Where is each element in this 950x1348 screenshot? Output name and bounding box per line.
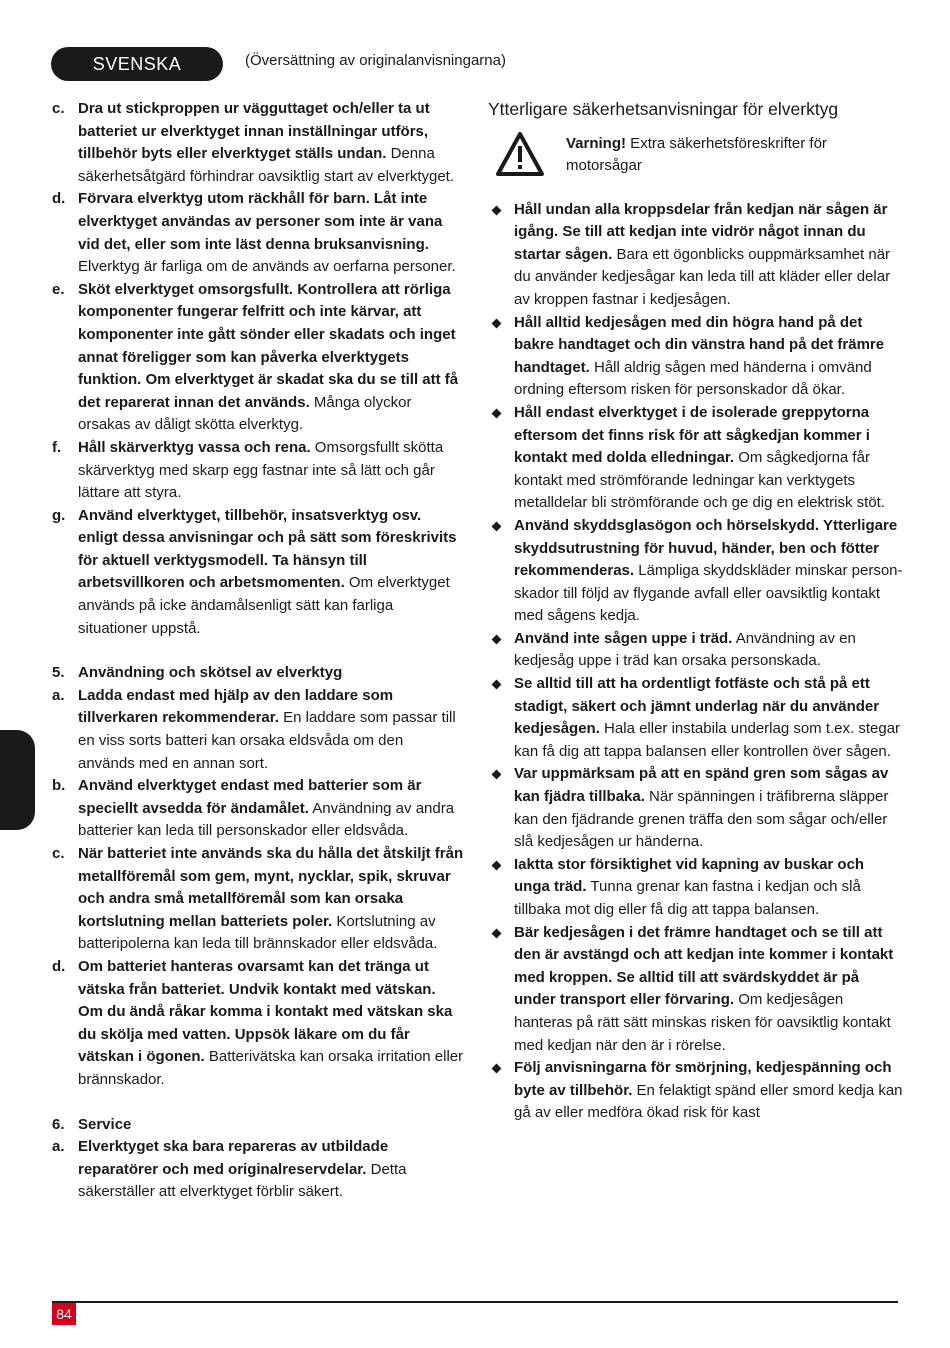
item-bold-text: Dra ut stickproppen ur vägguttaget och/eller ta ut batteriet ur elverktyget innan inställningar utförs, tillbehör byts eller elverktyget ställs undan. <box>78 100 430 163</box>
bullet-text: Bara ett ögonblicks ouppmärksamhet när du använder kedjesågar kan leda till att kläder eller delar av kroppen fastnar i kedjesågen. <box>514 245 891 308</box>
bullet-item <box>488 763 903 853</box>
section-heading: Ytterligare säkerhetsanvisningar för elverktyg <box>488 99 839 119</box>
translation-note: (Översättning av originalanvisningarna) <box>245 52 506 69</box>
warning-note <box>488 133 903 185</box>
warning-text: Extra säkerhetsföreskrifter för motorsågar <box>566 134 827 175</box>
item-text: Denna säkerhetsåtgärd förhindrar oavsiktlig start av elverktyget. <box>78 145 455 185</box>
bullet-item <box>488 1057 903 1125</box>
language-badge: SVENSKA <box>51 47 223 81</box>
item-text: Om elverktyget används på icke ändamålsenligt sätt kan farliga situationer uppstå. <box>78 574 450 637</box>
bullet-bold-text: Se alltid till att ha ordentligt fotfäste och stå på ett stadigt, säkert och jämnt underlag när du använder kedjesågen. <box>514 675 880 738</box>
item-bold-text: När batteriet inte används ska du hålla det åtskiljt från metallföremål som gem, mynt, nycklar, spik, skruvar och andra små metallföremål som kan orsaka kortslutning mellan batteriets poler. <box>78 845 464 930</box>
diamond-bullet-icon <box>492 770 502 780</box>
bullet-bold-text: Bär kedjesågen i det främre handtaget och se till att den är avstängd och att kedjan inte kommer i kontakt med kroppen. Se alltid till att svärdskyddet är på under transport eller förvaring. <box>514 923 894 1009</box>
bullet-item <box>488 628 903 673</box>
item-marker: b. <box>52 777 66 795</box>
diamond-bullet-icon <box>492 680 502 690</box>
item-text: Användning av andra batterier kan leda till personskador eller eldsvåda. <box>78 799 455 840</box>
item-bold-text: Använd elverktyget, tillbehör, insatsverktyg osv. enligt dessa anvisningar och på sätt som föreskrivits för aktuell verktygsmodell. Ta hänsyn till arbetsvillkoren och arbetsmomenten. <box>78 506 457 592</box>
diamond-bullet-icon <box>492 1064 502 1074</box>
item-text: Kortslutning av batteripolerna kan leda till brännskador eller eldsvåda. <box>78 912 438 953</box>
footer-rule <box>52 1301 898 1303</box>
bullet-bold-text: Håll undan alla kroppsdelar från kedjan när sågen är igång. Se till att kedjan inte vidrör något innan du startar sågen. <box>514 200 888 263</box>
bullet-bold-text: Följ anvisningarna för smörjning, kedjespänning och byte av tillbehör. <box>514 1059 892 1099</box>
bullet-item <box>488 515 903 628</box>
item-bold-text: Om batteriet hanteras ovarsamt kan det tränga ut vätska från batteriet. Undvik kontakt med vätskan. Om du ändå råkar komma i kontakt med vätskan ska du skölja med vatten. Uppsök läkare om du får vätskan i ögonen. <box>78 957 453 1066</box>
item-marker: a. <box>52 1138 65 1156</box>
bullet-item <box>488 854 903 922</box>
bullet-bold-text: Iaktta stor försiktighet vid kapning av buskar och unga träd. <box>514 855 865 896</box>
section-number: 5. <box>52 664 65 682</box>
section-6-heading <box>52 1114 464 1137</box>
diamond-bullet-icon <box>492 928 502 938</box>
safety-item-c <box>52 98 464 188</box>
bullet-text: En felaktigt spänd eller smord kedja kan gå av eller medföra ökad risk för kast <box>514 1081 903 1122</box>
bullet-item <box>488 402 903 515</box>
bullet-text: När spänningen i träfibrerna släpper kan den fjädrande grenen träffa den som sågar och/eller slå kedjesågen ur händerna. <box>514 788 889 851</box>
item-text: Elverktyg är farliga om de används av oerfarna personer. <box>78 258 456 276</box>
page-number: 84 <box>52 1303 76 1325</box>
bullet-text: Hala eller instabila underlag som t.ex. stegar kan få dig att tappa balansen eller kontrollen över sågen. <box>514 720 901 760</box>
item-bold-text: Använd elverktyget endast med batterier som är speciellt avsedda för ändamålet. <box>78 777 422 817</box>
bullet-bold-text: Var uppmärksam på att en spänd gren som sågas av kan fjädra tillbaka. <box>514 765 889 806</box>
safety-item-e <box>52 279 464 437</box>
diamond-bullet-icon <box>492 521 502 531</box>
safety-item-g <box>52 505 464 641</box>
diamond-bullet-icon <box>492 408 502 418</box>
item-bold-text: Sköt elverktyget omsorgsfullt. Kontrollera att rörliga komponenter fungerar felfritt och inte kärvar, att komponenter inte gått sönder eller skadats och inget annat föreligger som kan påverka elverktygets funktion. Om elverktyget är skadat ska du se till att få det reparerat innan det används. <box>78 280 459 411</box>
warning-triangle-icon <box>495 131 545 177</box>
item-bold-text: Förvara elverktyg utom räckhåll för barn. Låt inte elverktyget användas av personer som inte är vana vid det, eller som inte läst denna bruksanvisning. <box>78 190 443 253</box>
diamond-bullet-icon <box>492 634 502 644</box>
left-column <box>52 98 464 1204</box>
right-column <box>488 98 903 1125</box>
diamond-bullet-icon <box>492 860 502 870</box>
item-bold-text: Elverktyget ska bara repareras av utbildade reparatörer och med originalreservdelar. <box>78 1138 389 1178</box>
section-5-item-c <box>52 843 464 956</box>
item-marker: c. <box>52 100 65 117</box>
item-text: Många olyckor orsakas av dåligt skötta elverktyg. <box>78 393 412 434</box>
section-5-item-a <box>52 685 464 775</box>
diamond-bullet-icon <box>492 318 502 328</box>
bullet-text: Håll aldrig sågen med händerna i omvänd ordning eftersom risken för personskador då ökar. <box>514 358 872 399</box>
bullet-text: Om kedjesågen hanteras på rätt sätt minskas risken för oavsiktlig kontakt med kedjan när den är i rörelse. <box>514 991 891 1054</box>
item-marker: d. <box>52 190 66 208</box>
bullet-bold-text: Håll alltid kedjesågen med din högra hand på det bakre handtaget och din vänstra hand på det främre handtaget. <box>514 313 885 376</box>
item-marker: e. <box>52 280 65 298</box>
language-side-tab <box>0 730 35 830</box>
bullet-item <box>488 922 903 1058</box>
safety-item-f <box>52 437 464 505</box>
section-5-item-b <box>52 775 464 843</box>
bullet-bold-text: Använd inte sågen uppe i träd. <box>514 629 733 647</box>
item-marker: f. <box>52 438 62 456</box>
bullet-bold-text: Håll endast elverktyget i de isolerade greppytorna eftersom det finns risk för att sågkedjan kommer i kontakt med dolda elledningar. <box>514 403 870 467</box>
section-5-item-d <box>52 956 464 1092</box>
bullet-text: Om sågkedjorna får kontakt med strömförande ledningar kan verktygets metalldelar bli strömförande och ge dig en elektrisk stöt. <box>514 449 886 512</box>
item-marker: c. <box>52 845 65 862</box>
section-5-heading <box>52 662 464 685</box>
bullet-text: Användning av en kedjesåg uppe i träd kan orsaka personskada. <box>514 629 856 670</box>
item-text: Batterivätska kan orsaka irritation eller brännskador. <box>78 1048 464 1088</box>
section-title: Användning och skötsel av elverktyg <box>78 664 343 682</box>
item-text: Detta säkerställer att elverktyget förblir säkert. <box>78 1160 407 1201</box>
bullet-item <box>488 312 903 402</box>
bullet-text: Lämpliga skyddskläder minskar person-skador till följd av flygande avfall eller oavsiktlig kontakt med sågens kedja. <box>514 562 903 625</box>
section-title: Service <box>78 1115 132 1133</box>
safety-item-d <box>52 188 464 278</box>
bullet-bold-text: Använd skyddsglasögon och hörselskydd. Ytterligare skyddsutrustning för huvud, händer, ben och fötter rekommenderas. <box>514 516 898 580</box>
item-marker: g. <box>52 506 66 524</box>
section-6-item-a <box>52 1136 464 1204</box>
bullet-item <box>488 673 903 763</box>
item-bold-text: Ladda endast med hjälp av den laddare som tillverkaren rekommenderar. <box>78 686 394 727</box>
section-number: 6. <box>52 1115 65 1133</box>
item-bold-text: Håll skärverktyg vassa och rena. <box>78 438 311 456</box>
diamond-bullet-icon <box>492 205 502 215</box>
warning-label: Varning! <box>566 134 627 152</box>
item-text: En laddare som passar till en viss sorts batteri kan orsaka eldsvåda om den används med en annan sort. <box>78 709 456 772</box>
item-marker: a. <box>52 686 65 704</box>
bullet-item <box>488 199 903 312</box>
bullet-text: Tunna grenar kan fastna i kedjan och slå tillbaka mot dig eller få dig att tappa balansen. <box>514 878 861 918</box>
item-marker: d. <box>52 957 66 975</box>
item-text: Omsorgsfullt skötta skärverktyg med skarp egg fastnar inte så lätt och går lättare att styra. <box>78 438 444 502</box>
